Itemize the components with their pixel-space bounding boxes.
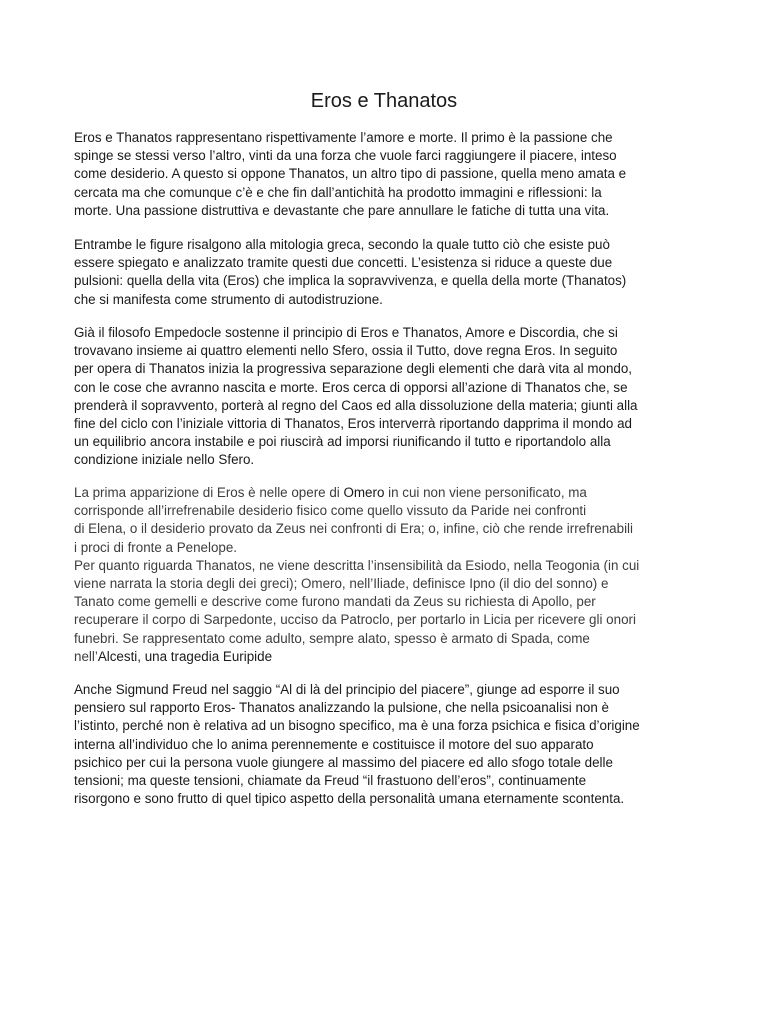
paragraph-empedocle: [74, 324, 696, 470]
text-line: essere spiegato e analizzato tramite questi due concetti. L’esistenza si riduce a queste due: [74, 255, 613, 271]
omero-word: Omero: [343, 485, 385, 500]
text-line: fine del ciclo con l’iniziale vittoria di Thanatos, Eros interverrà riportando dapprima il mondo ad: [74, 416, 632, 432]
text-line: morte. Una passione distruttiva e devastante che pare annullare le fatiche di tutta una vita.: [74, 202, 610, 218]
text-line: funebri. Se rappresentato come adulto, sempre alato, spesso è armato di Spada, come: [74, 630, 590, 646]
text-line: cercata ma che comunque c’è e che fin dall’antichità ha prodotto immagini e riflessioni: la: [74, 184, 602, 200]
text-line: [74, 484, 696, 502]
text-line: recuperare il corpo di Sarpedonte, ucciso da Patroclo, per portarlo in Licia per ricevere gli onori: [74, 612, 636, 628]
paragraph-freud: [74, 681, 696, 808]
paragraph-omero: [74, 484, 696, 666]
paragraph-intro: [74, 129, 696, 220]
text-segment: nell’: [74, 648, 98, 664]
text-line: l’istinto, perché non è relativa ad un bisogno specifico, ma è una forza psichica e fisica d’origine: [74, 718, 640, 734]
text-line: psichico per cui la persona vuole giungere al massimo del piacere ed allo sfogo totale delle: [74, 754, 613, 770]
text-line: Già il filosofo Empedocle sostenne il principio di Eros e Thanatos, Amore e Discordia, che si: [74, 325, 618, 340]
text-line: Anche Sigmund Freud nel saggio “Al di là del principio del piacere”, giunge ad esporre il suo: [74, 682, 620, 697]
text-line: pulsioni: quella della vita (Eros) che implica la sopravvivenza, e quella della morte (Thanatos): [74, 273, 627, 289]
text-line: Entrambe le figure risalgono alla mitologia greca, secondo la quale tutto ciò che esiste può: [74, 237, 610, 252]
text-line: interna all’individuo che lo anima perennemente e costituisce il motore del suo apparato: [74, 736, 594, 752]
text-line: un equilibrio ancora instabile e poi riuscirà ad imporsi riunificando il tutto e riportandolo alla: [74, 434, 611, 450]
text-line: che si manifesta come strumento di autodistruzione.: [74, 291, 383, 307]
text-line: risorgono e sono frutto di quel tipico aspetto della personalità umana eternamente scontenta.: [74, 791, 625, 807]
text-line: con le cose che avranno nascita e morte. Eros cerca di opporsi all’azione di Thanatos che, se: [74, 379, 628, 395]
paragraph-mythology: [74, 236, 696, 309]
text-line: per opera di Thanatos inizia la progressiva separazione degli elementi che darà vita al mondo,: [74, 361, 633, 377]
text-line: trovavano insieme ai quattro elementi nello Sfero, ossia il Tutto, dove regna Eros. In seguito: [74, 343, 618, 359]
text-line: spinge se stessi verso l’altro, vinti da una forza che vuole farci raggiungere il piacere, inteso: [74, 148, 617, 164]
text-line: prenderà il sopravvento, porterà al regno del Caos ed alla dissoluzione della materia; giunti alla: [74, 397, 638, 413]
document-title: Eros e Thanatos: [310, 90, 458, 112]
text-line: pensiero sul rapporto Eros- Thanatos analizzando la pulsione, che nella psicoanalisi non è: [74, 700, 609, 716]
text-line: i proci di fronte a Penelope.: [74, 539, 238, 555]
text-line: Tanato come gemelli e descrive come furono mandati da Zeus su richiesta di Apollo, per: [74, 594, 596, 610]
text-line: condizione iniziale nello Sfero.: [74, 452, 255, 468]
text-line: come desiderio. A questo si oppone Thanatos, un altro tipo di passione, quella meno amata e: [74, 166, 627, 182]
text-line: [74, 648, 696, 666]
text-line: di Elena, o il desiderio provato da Zeus nei confronti di Era; o, infine, ciò che rende irrefrenabili: [74, 521, 634, 537]
text-line: tensioni; ma queste tensioni, chiamate da Freud “il frastuono dell’eros”, continuamente: [74, 773, 587, 789]
alcesti-text: Alcesti, una tragedia Euripide: [97, 648, 273, 664]
text-segment: La prima apparizione di Eros è nelle opere di: [74, 485, 344, 500]
text-segment: in cui non viene personificato, ma: [384, 485, 587, 500]
text-line: Per quanto riguarda Thanatos, ne viene descritta l’insensibilità da Esiodo, nella Teogonia (in cui: [74, 557, 640, 573]
text-line: viene narrata la storia degli dei greci); Omero, nell’Iliade, definisce Ipno (il dio del sonno) e: [74, 576, 609, 592]
text-line: Eros e Thanatos rappresentano rispettivamente l’amore e morte. Il primo è la passione che: [74, 130, 613, 145]
text-line: corrisponde all’irrefrenabile desiderio fisico come quello vissuto da Paride nei confronti: [74, 503, 587, 519]
